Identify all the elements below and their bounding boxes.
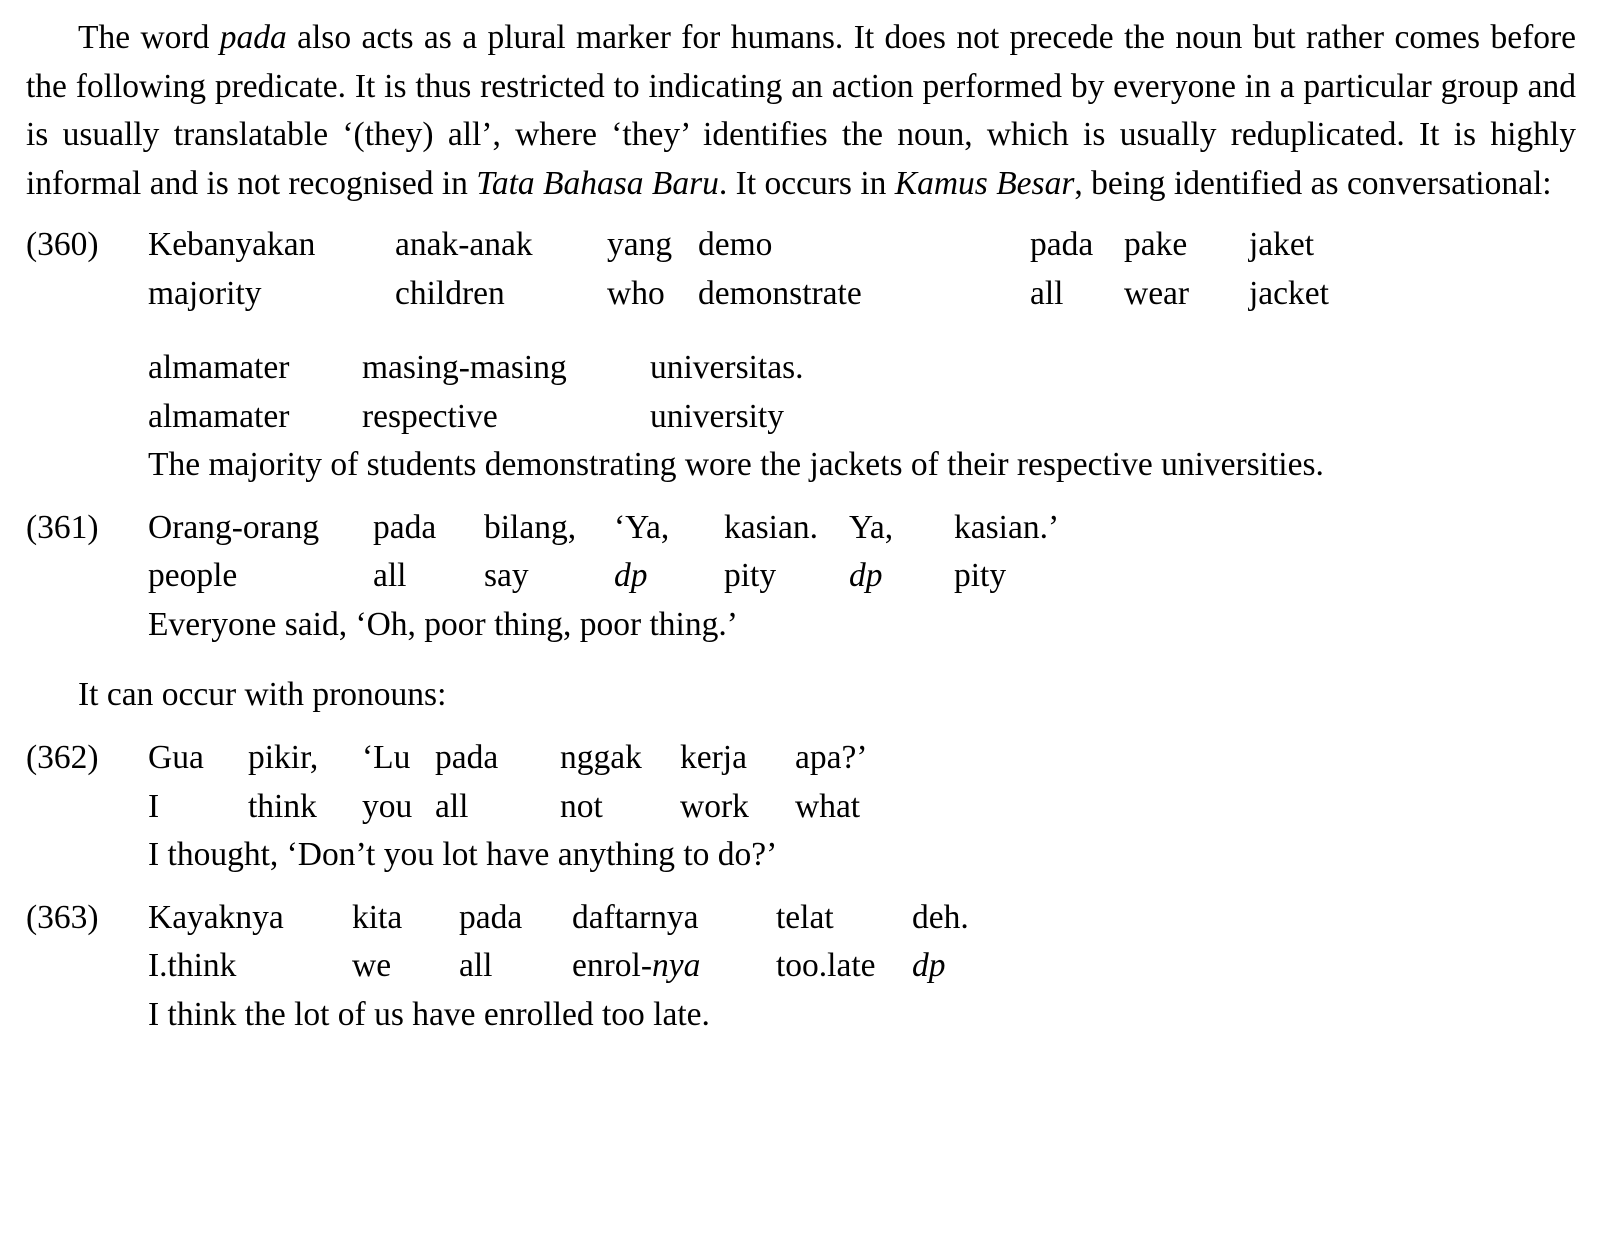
gloss-word: who xyxy=(607,274,665,312)
example-360 xyxy=(26,221,1576,490)
gloss-word: respective xyxy=(362,397,498,435)
gloss-word: pity xyxy=(724,557,777,595)
source-word: yang xyxy=(607,225,673,263)
source-line xyxy=(148,504,1576,553)
example-body xyxy=(148,221,1576,490)
intro-run-1: The word xyxy=(78,19,220,56)
gloss-word: all xyxy=(1030,274,1064,312)
gloss-word xyxy=(572,942,776,991)
source-word: kerja xyxy=(680,739,747,776)
gloss-word: dp xyxy=(614,557,648,595)
example-362 xyxy=(26,734,1576,880)
free-translation: I think the lot of us have enrolled too late. xyxy=(148,995,710,1033)
gloss-word: not xyxy=(560,787,603,825)
gloss-word: work xyxy=(680,787,749,825)
source-word: jaket xyxy=(1249,225,1315,263)
gloss-word: children xyxy=(395,274,505,312)
gloss-block xyxy=(148,221,1576,318)
gloss-word: all xyxy=(435,787,469,825)
source-word: pada xyxy=(1030,225,1094,263)
free-translation: The majority of students demonstrating wore the jackets of their respective universities. xyxy=(148,446,1324,484)
intro-run-4: , being identified as conversational: xyxy=(1074,165,1552,203)
pronouns-lead-paragraph: It can occur with pronouns: xyxy=(78,676,447,714)
example-363 xyxy=(26,894,1576,1040)
source-word: daftarnya xyxy=(572,898,699,936)
gloss-line xyxy=(148,270,1576,319)
source-line xyxy=(148,221,1576,270)
source-word: pada xyxy=(435,739,499,776)
free-translation: I thought, ‘Don’t you lot have anything to do?’ xyxy=(148,836,778,874)
source-word: ‘Lu xyxy=(362,739,411,776)
source-line xyxy=(148,344,1576,393)
source-word: pake xyxy=(1124,225,1188,263)
gloss-line xyxy=(148,942,1576,991)
intro-italic-kamus-besar: Kamus Besar xyxy=(894,165,1075,203)
source-word: kita xyxy=(352,898,403,936)
source-word: apa?’ xyxy=(795,739,868,776)
source-word: almamater xyxy=(148,349,290,387)
source-word: Gua xyxy=(148,739,204,776)
example-361 xyxy=(26,504,1576,650)
source-word: bilang, xyxy=(484,508,577,546)
source-line xyxy=(148,734,1576,783)
gloss-word: pity xyxy=(954,557,1007,595)
gloss-word: dp xyxy=(912,947,946,985)
gloss-block xyxy=(148,344,1576,490)
source-word: Orang-orang xyxy=(148,508,320,546)
gloss-block xyxy=(148,894,1576,1040)
intro-run-3: . It occurs in xyxy=(718,165,895,203)
example-number: (360) xyxy=(26,225,99,263)
gloss-word: say xyxy=(484,557,529,595)
gloss-word: what xyxy=(795,787,861,825)
source-line xyxy=(148,894,1576,943)
source-word: pada xyxy=(373,508,437,546)
gloss-word: demonstrate xyxy=(698,274,862,312)
gloss-word: all xyxy=(459,947,493,985)
gloss-word-suffix: nya xyxy=(652,947,701,985)
gloss-line xyxy=(148,393,1576,442)
free-translation: Everyone said, ‘Oh, poor thing, poor thing.’ xyxy=(148,605,738,643)
example-body xyxy=(148,504,1576,650)
gloss-word: all xyxy=(373,557,407,595)
gloss-word: wear xyxy=(1124,274,1190,312)
example-body xyxy=(148,894,1576,1040)
example-number: (363) xyxy=(26,898,99,936)
source-word: Kayaknya xyxy=(148,898,284,936)
source-word: kasian.’ xyxy=(954,508,1060,546)
intro-paragraph xyxy=(26,14,1576,209)
source-word: anak-anak xyxy=(395,225,533,263)
example-number: (362) xyxy=(26,739,99,776)
gloss-word: university xyxy=(650,397,784,435)
gloss-word: people xyxy=(148,557,238,595)
gloss-word: I.think xyxy=(148,947,237,985)
gloss-word: I xyxy=(148,787,160,825)
source-word: pada xyxy=(459,898,523,936)
gloss-block xyxy=(148,504,1576,650)
source-word: deh. xyxy=(912,898,969,936)
example-body xyxy=(148,734,1576,880)
gloss-word: jacket xyxy=(1249,274,1329,312)
intro-italic-pada: pada xyxy=(219,19,287,56)
example-number: (361) xyxy=(26,508,99,546)
source-word: ‘Ya, xyxy=(614,508,670,546)
gloss-word: you xyxy=(362,787,413,825)
source-word: nggak xyxy=(560,739,642,776)
source-word: demo xyxy=(698,225,773,263)
source-word: Kebanyakan xyxy=(148,225,316,263)
gloss-word: almamater xyxy=(148,397,290,435)
source-word: masing-masing xyxy=(362,349,567,387)
gloss-line xyxy=(148,783,1576,832)
source-word: pikir, xyxy=(248,739,319,776)
intro-italic-tata-bahasa-baru: Tata Bahasa Baru xyxy=(476,165,719,203)
gloss-block xyxy=(148,734,1576,880)
source-word: universitas. xyxy=(650,349,804,387)
source-word: kasian. xyxy=(724,508,818,546)
intro-run-2: also acts as a plural marker for humans. It does not precede the noun but rather comes before the following predicate. It is thus restricted to indicating an action performed by everyone in a particular group and is usually translatable ‘(they) all’, where ‘they’ identifies the noun, which is usually reduplicated. It is highly informal and is not recognised in xyxy=(26,19,1576,203)
gloss-word: we xyxy=(352,947,392,985)
gloss-line xyxy=(148,552,1576,601)
gloss-word: think xyxy=(248,787,317,825)
source-word: Ya, xyxy=(849,508,894,546)
gloss-word-stem: enrol- xyxy=(572,947,652,985)
gloss-word: too.late xyxy=(776,947,876,985)
gloss-word: majority xyxy=(148,274,262,312)
source-word: telat xyxy=(776,898,834,936)
gloss-word: dp xyxy=(849,557,883,595)
